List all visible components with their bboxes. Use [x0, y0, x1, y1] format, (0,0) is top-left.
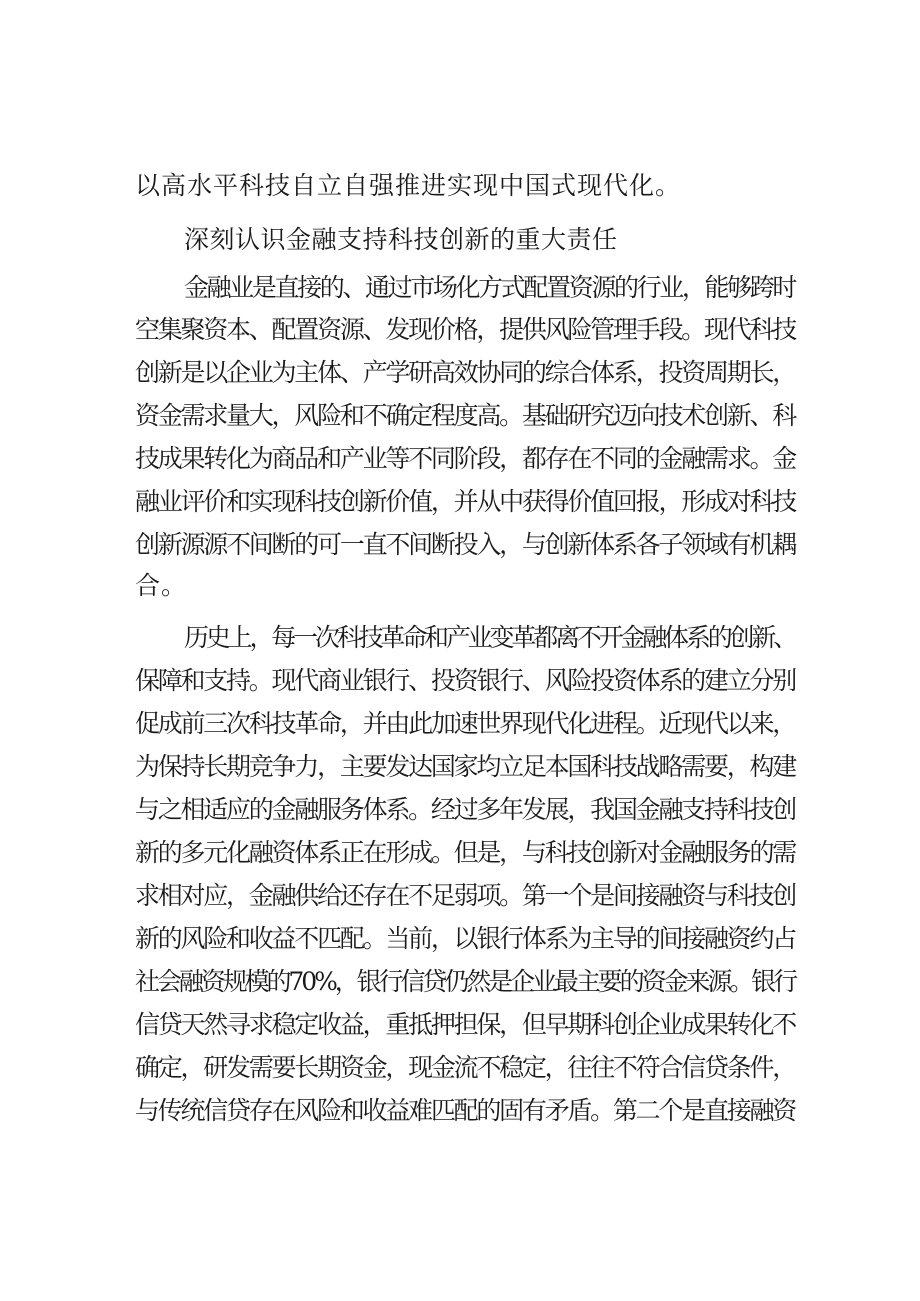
paragraph1-line: 创新源源不间断的可一直不间断投入，与创新体系各子领域有机耦	[135, 530, 795, 559]
paragraph2-line: 确定，研发需要长期资金，现金流不稳定，往往不符合信贷条件，	[135, 1053, 795, 1082]
section-heading: 深刻认识金融支持科技创新的重大责任	[184, 225, 618, 254]
opening-line: 以高水平科技自立自强推进实现中国式现代化。	[135, 171, 682, 200]
paragraph2-line: 保障和支持。现代商业银行、投资银行、风险投资体系的建立分别	[135, 666, 795, 695]
paragraph1-line: 技成果转化为商品和产业等不同阶段，都存在不同的金融需求。金	[135, 444, 795, 473]
paragraph2-line: 新的多元化融资体系正在形成。但是，与科技创新对金融服务的需	[135, 838, 795, 867]
paragraph2-line: 促成前三次科技革命，并由此加速世界现代化进程。近现代以来，	[135, 709, 795, 738]
paragraph2-line: 为保持长期竞争力，主要发达国家均立足本国科技战略需要，构建	[135, 752, 795, 781]
paragraph1-line: 合。	[135, 571, 188, 600]
paragraph2-line: 与之相适应的金融服务体系。经过多年发展，我国金融支持科技创	[135, 795, 795, 824]
paragraph1-line: 空集聚资本、配置资源、发现价格，提供风险管理手段。现代科技	[135, 315, 795, 344]
paragraph1-line: 融业评价和实现科技创新价值，并从中获得价值回报，形成对科技	[135, 487, 795, 516]
paragraph1-line: 创新是以企业为主体、产学研高效协同的综合体系，投资周期长，	[135, 358, 795, 387]
paragraph2-line: 新的风险和收益不匹配。当前，以银行体系为主导的间接融资约占	[135, 924, 795, 953]
paragraph1-line: 资金需求量大，风险和不确定程度高。基础研究迈向技术创新、科	[135, 401, 795, 430]
paragraph2-line: 信贷天然寻求稳定收益，重抵押担保，但早期科创企业成果转化不	[135, 1010, 795, 1039]
paragraph2-line: 求相对应，金融供给还存在不足弱项。第一个是间接融资与科技创	[135, 881, 795, 910]
paragraph2-line: 与传统信贷存在风险和收益难匹配的固有矛盾。第二个是直接融资	[135, 1096, 795, 1125]
paragraph1-line: 金融业是直接的、通过市场化方式配置资源的行业，能够跨时	[184, 273, 795, 302]
paragraph2-line: 社会融资规模的70%，银行信贷仍然是企业最主要的资金来源。银行	[135, 967, 795, 996]
paragraph2-line: 历史上，每一次科技革命和产业变革都离不开金融体系的创新、	[184, 623, 795, 652]
